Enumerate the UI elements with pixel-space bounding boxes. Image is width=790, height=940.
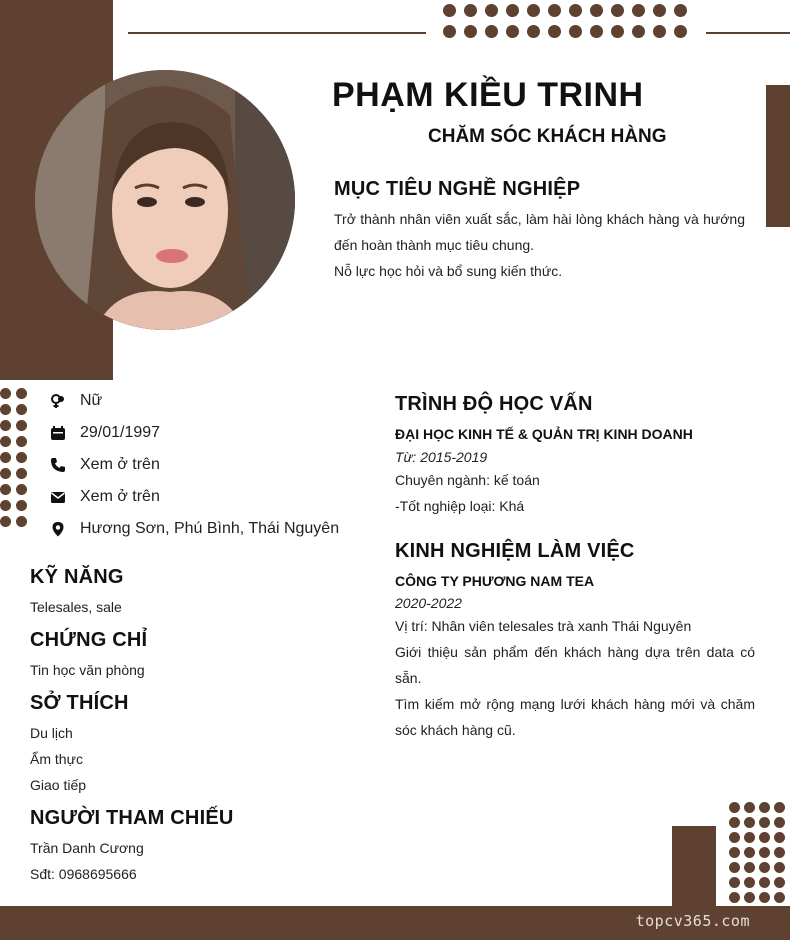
- profile-photo: [35, 70, 295, 330]
- top-dot-pattern: [443, 4, 695, 46]
- decor-dot: [729, 877, 740, 888]
- bottom-right-dot-pattern: [729, 802, 789, 907]
- education-period: Từ: 2015-2019: [395, 449, 488, 465]
- experience-line: Vị trí: Nhân viên telesales trà xanh Thái Nguyên: [395, 618, 692, 634]
- decor-dot: [744, 847, 755, 858]
- phone-text: Xem ở trên: [80, 456, 160, 473]
- decor-dot: [548, 25, 561, 38]
- job-title: CHĂM SÓC KHÁCH HÀNG: [428, 126, 667, 147]
- objective-line: Trở thành nhân viên xuất sắc, làm hài lòng khách hàng và hướng đến hoàn thành mục tiêu chung.: [334, 211, 745, 253]
- birthday-text: 29/01/1997: [80, 424, 161, 441]
- decor-dot: [729, 892, 740, 903]
- reference-item: Sđt: 0968695666: [30, 866, 137, 882]
- decor-dot: [674, 25, 687, 38]
- decor-dot: [590, 4, 603, 17]
- decor-dot: [759, 802, 770, 813]
- education-school: ĐẠI HỌC KINH TẾ & QUẢN TRỊ KINH DOANH: [395, 426, 693, 442]
- reference-item: Trần Danh Cương: [30, 840, 144, 856]
- decor-dot: [16, 516, 27, 527]
- experience-period: 2020-2022: [395, 595, 462, 611]
- decor-dot: [774, 832, 785, 843]
- decor-dot: [506, 25, 519, 38]
- contact-list: [50, 385, 360, 545]
- decor-dot: [16, 404, 27, 415]
- education-heading: TRÌNH ĐỘ HỌC VẤN: [395, 393, 593, 415]
- objective-heading: MỤC TIÊU NGHỀ NGHIỆP: [334, 178, 581, 200]
- decor-dot: [759, 877, 770, 888]
- experience-company: CÔNG TY PHƯƠNG NAM TEA: [395, 573, 595, 589]
- decor-dot: [0, 404, 11, 415]
- hobby-item: Giao tiếp: [30, 777, 87, 793]
- decor-dot: [0, 468, 11, 479]
- candidate-name: PHẠM KIỀU TRINH: [332, 76, 644, 114]
- references-heading: NGƯỜI THAM CHIẾU: [30, 807, 234, 829]
- decor-dot: [464, 4, 477, 17]
- decor-dot: [653, 4, 666, 17]
- decor-dot: [0, 420, 11, 431]
- education-line: Chuyên ngành: kế toán: [395, 472, 540, 488]
- references-section: [30, 807, 330, 887]
- decor-dot: [744, 802, 755, 813]
- decor-dot: [16, 388, 27, 399]
- certificates-section: [30, 629, 330, 683]
- bottom-right-brown-block: [672, 826, 716, 908]
- skill-item: Telesales, sale: [30, 599, 122, 615]
- decor-dot: [774, 847, 785, 858]
- contact-address: [50, 513, 360, 545]
- decor-dot: [729, 862, 740, 873]
- decor-dot: [759, 892, 770, 903]
- decor-dot: [506, 4, 519, 17]
- decor-dot: [674, 4, 687, 17]
- watermark: topcv365.com: [635, 912, 750, 930]
- email-icon: [50, 489, 66, 505]
- left-dot-pattern: [0, 388, 32, 532]
- certificates-heading: CHỨNG CHỈ: [30, 629, 148, 651]
- decor-dot: [632, 25, 645, 38]
- decor-dot: [16, 420, 27, 431]
- decor-dot: [744, 817, 755, 828]
- decor-dot: [485, 4, 498, 17]
- decor-dot: [744, 892, 755, 903]
- contact-phone: [50, 449, 360, 481]
- skills-heading: KỸ NĂNG: [30, 566, 124, 588]
- contact-gender: [50, 385, 360, 417]
- decor-dot: [774, 862, 785, 873]
- gender-icon: [50, 393, 66, 409]
- decor-dot: [729, 817, 740, 828]
- decor-dot: [443, 4, 456, 17]
- decor-dot: [744, 877, 755, 888]
- experience-heading: KINH NGHIỆM LÀM VIỆC: [395, 540, 635, 562]
- decor-dot: [443, 25, 456, 38]
- email-text: Xem ở trên: [80, 488, 160, 505]
- calendar-icon: [50, 425, 66, 441]
- hobbies-section: [30, 692, 330, 798]
- decor-dot: [527, 25, 540, 38]
- decor-dot: [0, 500, 11, 511]
- decor-dot: [744, 832, 755, 843]
- hobby-item: Du lịch: [30, 725, 73, 741]
- decor-dot: [729, 802, 740, 813]
- decor-dot: [0, 484, 11, 495]
- decor-dot: [569, 25, 582, 38]
- education-line: -Tốt nghiệp loại: Khá: [395, 498, 525, 514]
- decor-dot: [16, 484, 27, 495]
- decor-dot: [774, 877, 785, 888]
- decor-dot: [759, 862, 770, 873]
- decor-dot: [653, 25, 666, 38]
- decor-dot: [0, 436, 11, 447]
- objective-section: [334, 178, 745, 284]
- decor-dot: [590, 25, 603, 38]
- experience-line: Giới thiệu sản phẩm đến khách hàng dựa trên data có sẵn.: [395, 644, 755, 686]
- top-line-right: [706, 32, 790, 34]
- skills-section: [30, 566, 330, 620]
- decor-dot: [774, 817, 785, 828]
- decor-dot: [464, 25, 477, 38]
- contact-email: [50, 481, 360, 513]
- location-icon: [50, 521, 66, 537]
- decor-dot: [527, 4, 540, 17]
- decor-dot: [0, 388, 11, 399]
- decor-dot: [548, 4, 561, 17]
- decor-dot: [611, 25, 624, 38]
- objective-line: Nỗ lực học hỏi và bổ sung kiến thức.: [334, 263, 563, 279]
- decor-dot: [744, 862, 755, 873]
- decor-dot: [611, 4, 624, 17]
- decor-dot: [16, 436, 27, 447]
- education-section: [395, 393, 755, 519]
- contact-birthday: [50, 417, 360, 449]
- decor-dot: [774, 802, 785, 813]
- decor-dot: [569, 4, 582, 17]
- hobby-item: Ẩm thực: [30, 751, 83, 767]
- certificate-item: Tin học văn phòng: [30, 662, 145, 678]
- experience-line: Tìm kiếm mở rộng mạng lưới khách hàng mới và chăm sóc khách hàng cũ.: [395, 696, 755, 738]
- decor-dot: [632, 4, 645, 17]
- right-brown-bar: [766, 85, 790, 227]
- decor-dot: [759, 847, 770, 858]
- decor-dot: [759, 832, 770, 843]
- top-line-left: [128, 32, 426, 34]
- decor-dot: [0, 516, 11, 527]
- decor-dot: [485, 25, 498, 38]
- gender-text: Nữ: [80, 392, 103, 409]
- decor-dot: [16, 500, 27, 511]
- experience-section: [395, 540, 755, 743]
- decor-dot: [729, 832, 740, 843]
- decor-dot: [16, 468, 27, 479]
- decor-dot: [0, 452, 11, 463]
- decor-dot: [759, 817, 770, 828]
- address-text: Hương Sơn, Phú Bình, Thái Nguyên: [80, 520, 340, 537]
- decor-dot: [729, 847, 740, 858]
- phone-icon: [50, 457, 66, 473]
- decor-dot: [774, 892, 785, 903]
- hobbies-heading: SỞ THÍCH: [30, 692, 129, 714]
- decor-dot: [16, 452, 27, 463]
